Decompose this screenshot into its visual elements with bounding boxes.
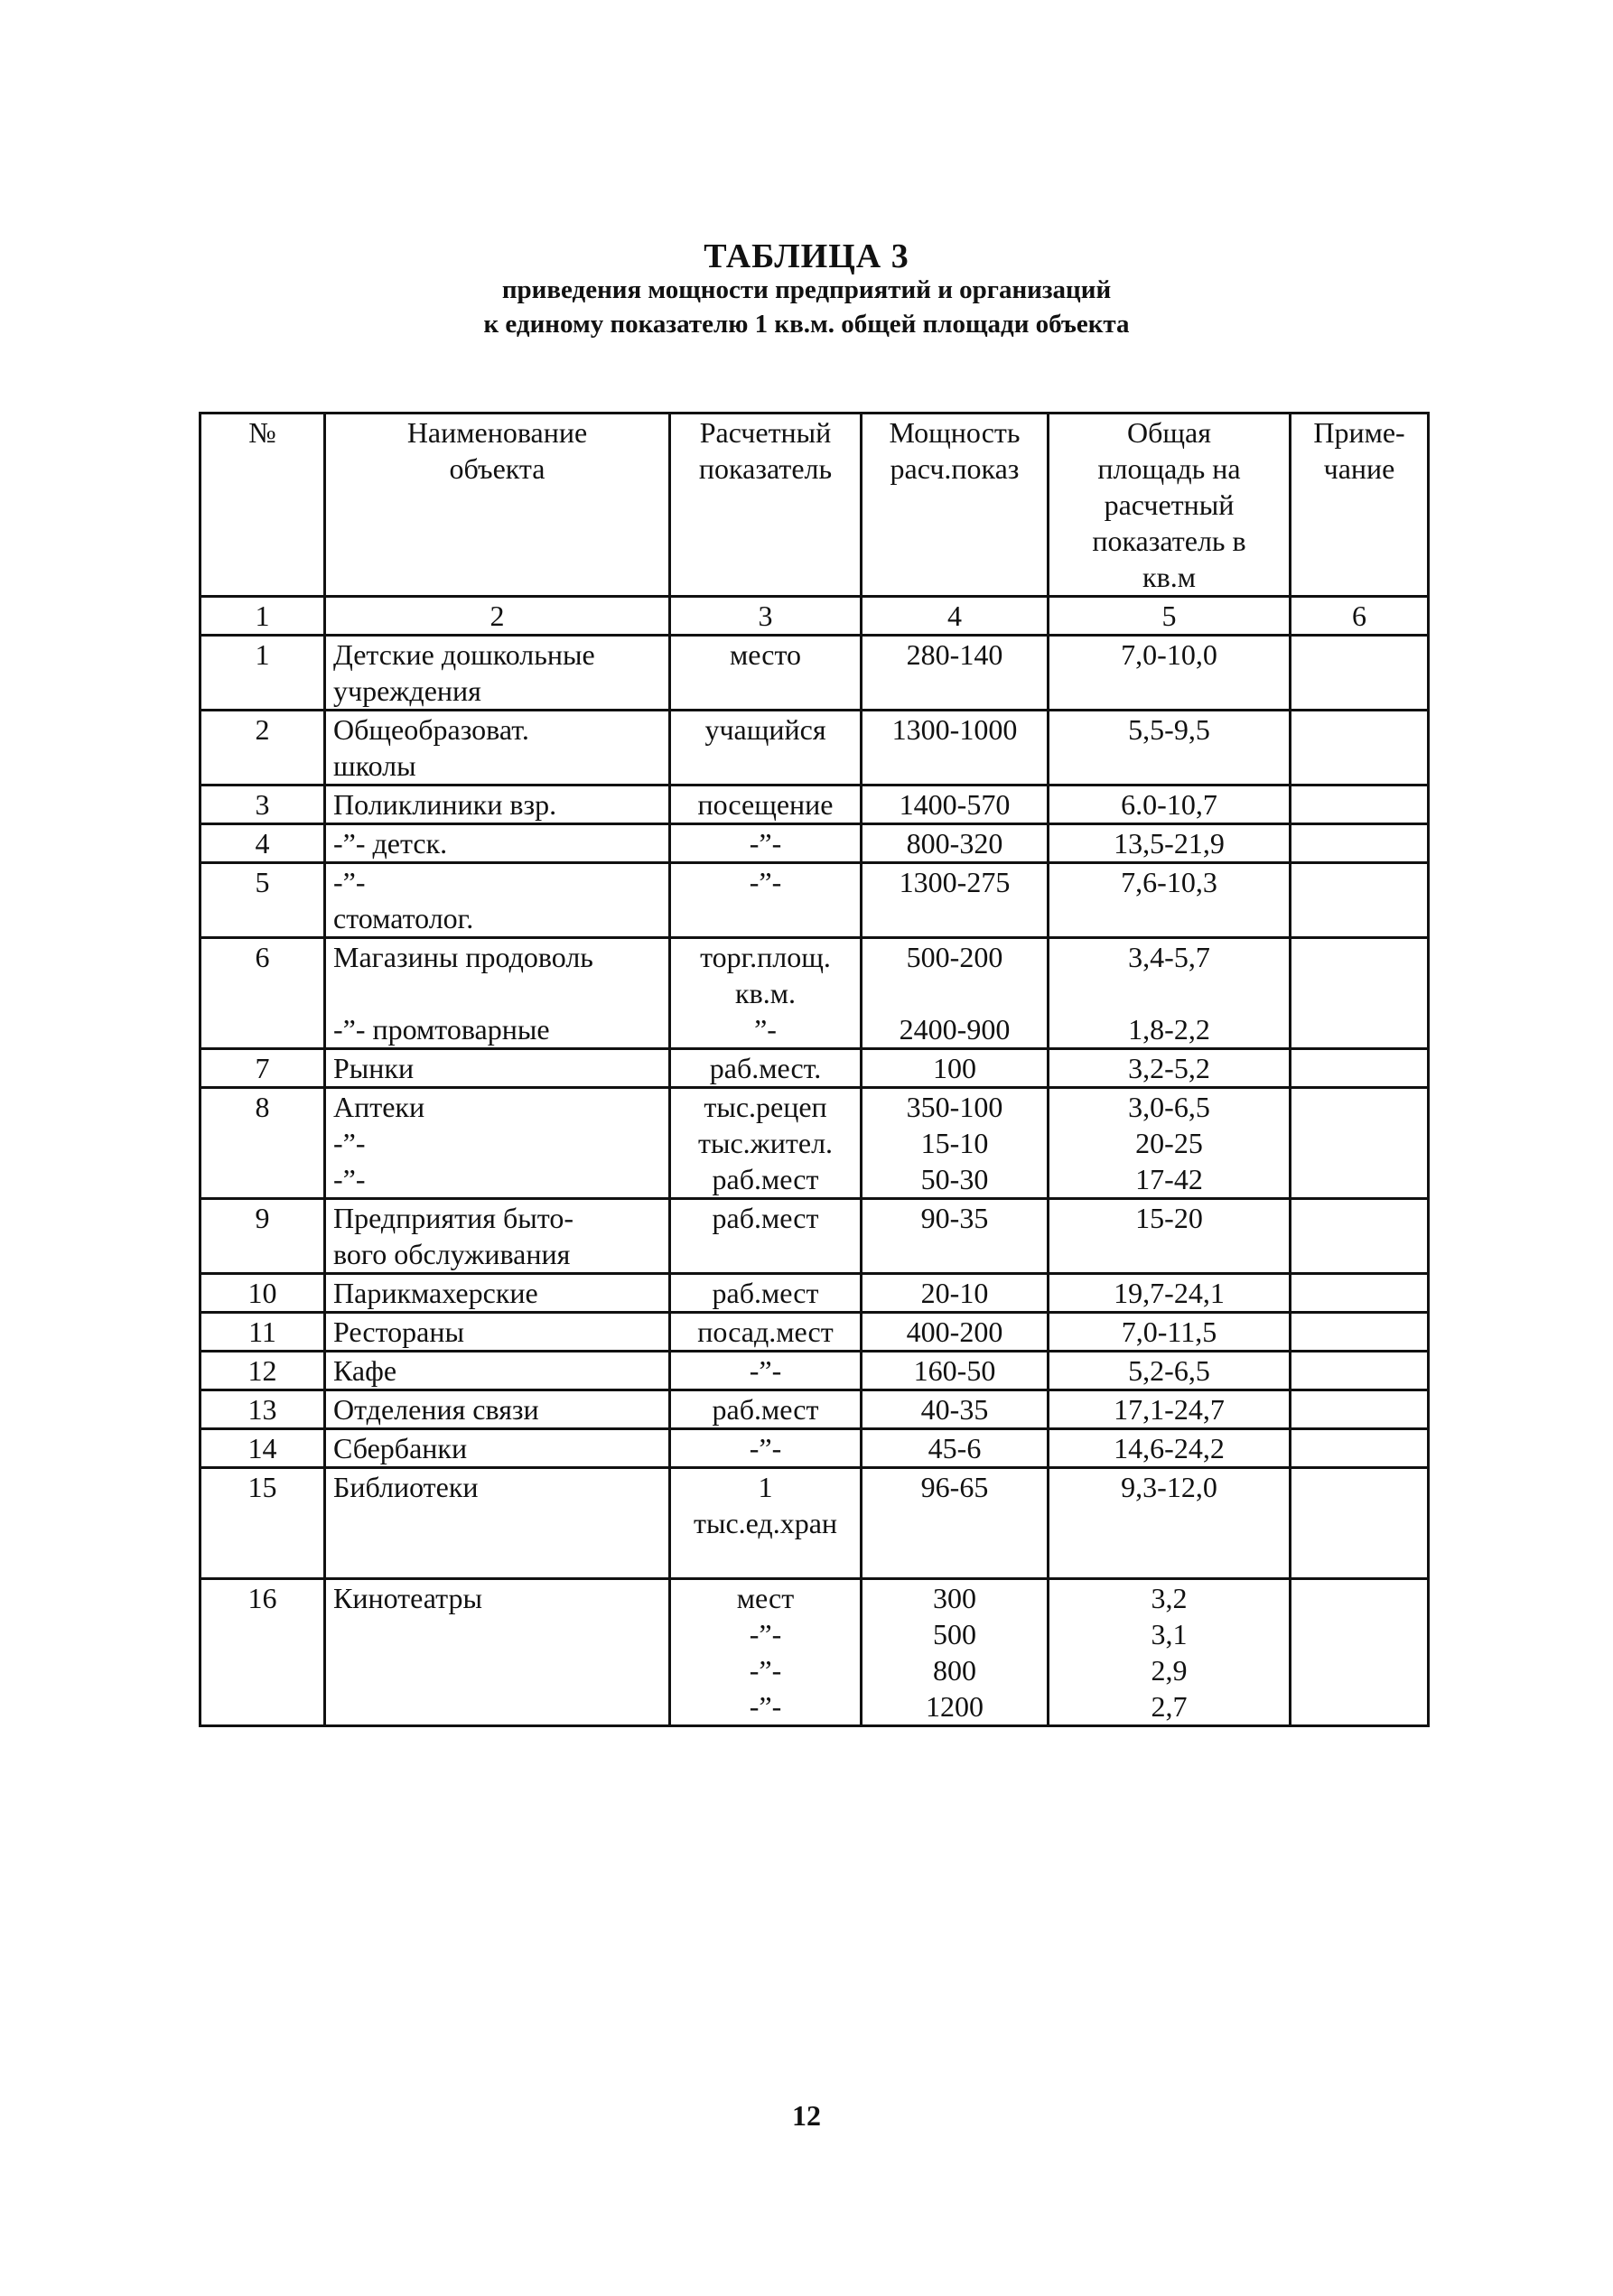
table-row xyxy=(200,785,1429,824)
indicator-cell-line: посещение xyxy=(697,788,834,821)
row-number-cell-text: 10 xyxy=(247,1277,277,1309)
header-area-line: площадь на xyxy=(1097,452,1241,485)
header-area-line: Общая xyxy=(1127,416,1211,449)
indicator-cell xyxy=(670,1049,862,1088)
object-name-cell xyxy=(325,863,670,938)
table-row xyxy=(200,1088,1429,1199)
row-number-cell-text: 8 xyxy=(255,1091,270,1123)
header-capacity xyxy=(862,414,1049,597)
object-name-cell xyxy=(325,1199,670,1274)
capacity-cell-line: 2400-900 xyxy=(899,1013,1011,1046)
area-cell-line: 2,7 xyxy=(1151,1690,1188,1723)
capacity-cell-line: 280-140 xyxy=(906,638,1003,671)
area-cell-line: 3,2 xyxy=(1151,1582,1188,1614)
header-note xyxy=(1291,414,1429,597)
column-number: 4 xyxy=(862,597,1049,636)
capacity-cell-line: 800 xyxy=(933,1654,976,1687)
object-name-cell-line: -”- xyxy=(333,1127,366,1159)
indicator-cell xyxy=(670,636,862,711)
table-row xyxy=(200,1274,1429,1313)
indicator-cell-line: тыс.ед.хран xyxy=(693,1507,838,1539)
area-cell-line: 9,3-12,0 xyxy=(1121,1471,1217,1503)
capacity-cell-line: 160-50 xyxy=(913,1354,996,1387)
capacity-cell-line: 1300-275 xyxy=(899,866,1011,898)
area-cell-line: 6.0-10,7 xyxy=(1121,788,1217,821)
indicator-cell-line: посад.мест xyxy=(697,1315,834,1348)
object-name-cell xyxy=(325,1313,670,1352)
object-name-cell-line: -”- промтоварные xyxy=(333,1013,550,1046)
object-name-cell-line: Библиотеки xyxy=(333,1471,479,1503)
object-name-cell xyxy=(325,1579,670,1726)
capacity-cell-line: 40-35 xyxy=(920,1393,989,1426)
object-name-cell xyxy=(325,938,670,1049)
capacity-cell-line: 500-200 xyxy=(906,941,1003,973)
area-cell-line: 17-42 xyxy=(1135,1163,1203,1195)
area-cell-line: 20-25 xyxy=(1135,1127,1203,1159)
header-no-label: № xyxy=(248,416,276,449)
object-name-cell xyxy=(325,711,670,785)
object-name-cell-line: Предприятия быто- xyxy=(333,1202,573,1234)
capacity-cell xyxy=(862,1468,1049,1579)
capacity-cell-line: 400-200 xyxy=(906,1315,1003,1348)
object-name-cell-line: Парикмахерские xyxy=(333,1277,538,1309)
capacity-cell xyxy=(862,863,1049,938)
note-cell xyxy=(1291,863,1429,938)
indicator-cell-line: учащийся xyxy=(704,713,826,746)
note-cell xyxy=(1291,1313,1429,1352)
object-name-cell xyxy=(325,1429,670,1468)
capacity-cell xyxy=(862,636,1049,711)
capacity-cell-line: 100 xyxy=(933,1052,976,1084)
capacity-cell xyxy=(862,711,1049,785)
area-cell-line: 3,0-6,5 xyxy=(1128,1091,1210,1123)
indicator-cell-line: торг.площ. xyxy=(700,941,831,973)
row-number-cell xyxy=(200,1429,325,1468)
header-note-line: чание xyxy=(1323,452,1395,485)
indicator-cell xyxy=(670,824,862,863)
capacity-cell-line: 800-320 xyxy=(906,827,1003,860)
area-cell xyxy=(1049,1468,1291,1579)
note-cell xyxy=(1291,1579,1429,1726)
capacity-cell xyxy=(862,1352,1049,1390)
indicator-cell-line: тыс.жител. xyxy=(697,1127,834,1159)
row-number-cell xyxy=(200,1313,325,1352)
row-number-cell xyxy=(200,711,325,785)
indicator-cell xyxy=(670,1579,862,1726)
note-cell xyxy=(1291,938,1429,1049)
object-name-cell xyxy=(325,824,670,863)
indicator-cell-line: -”- xyxy=(749,1654,782,1687)
row-number-cell xyxy=(200,1579,325,1726)
object-name-cell-line: Аптеки xyxy=(333,1091,425,1123)
area-cell xyxy=(1049,1088,1291,1199)
indicator-cell-line xyxy=(678,1541,853,1577)
indicator-cell xyxy=(670,1468,862,1579)
note-cell xyxy=(1291,785,1429,824)
area-cell xyxy=(1049,938,1291,1049)
area-cell-line: 2,9 xyxy=(1151,1654,1188,1687)
table-subtitle-line-1: приведения мощности предприятий и организаций xyxy=(501,275,1112,304)
object-name-cell-line: Общеобразоват. xyxy=(333,713,529,746)
capacity-cell xyxy=(862,1579,1049,1726)
table-row xyxy=(200,1579,1429,1726)
object-name-cell xyxy=(325,1049,670,1088)
object-name-cell xyxy=(325,1468,670,1579)
capacity-cell xyxy=(862,1088,1049,1199)
row-number-cell xyxy=(200,1088,325,1199)
table-row xyxy=(200,863,1429,938)
table-row xyxy=(200,711,1429,785)
note-cell xyxy=(1291,711,1429,785)
indicator-cell xyxy=(670,1313,862,1352)
area-cell-line: 3,2-5,2 xyxy=(1128,1052,1210,1084)
capacity-cell-line: 90-35 xyxy=(920,1202,989,1234)
area-cell-line: 19,7-24,1 xyxy=(1114,1277,1225,1309)
header-area-line: расчетный xyxy=(1104,488,1235,521)
indicator-cell xyxy=(670,863,862,938)
table-subtitle-line-2: к единому показателю 1 кв.м. общей площади объекта xyxy=(483,310,1130,339)
indicator-cell xyxy=(670,785,862,824)
object-name-cell-line: Отделения связи xyxy=(333,1393,539,1426)
table-row xyxy=(200,1199,1429,1274)
header-name xyxy=(325,414,670,597)
capacity-cell-line: 1400-570 xyxy=(899,788,1011,821)
capacity-cell-line: 1300-1000 xyxy=(891,713,1018,746)
object-name-cell-line: Сбербанки xyxy=(333,1432,468,1464)
indicator-cell-line: 1 xyxy=(758,1471,773,1503)
object-name-cell xyxy=(325,1352,670,1390)
capacity-cell xyxy=(862,1429,1049,1468)
area-cell xyxy=(1049,1390,1291,1429)
indicator-cell-line: раб.мест xyxy=(712,1202,819,1234)
row-number-cell-text: 15 xyxy=(247,1471,277,1503)
table-row xyxy=(200,1429,1429,1468)
row-number-cell-text: 7 xyxy=(255,1052,270,1084)
area-cell-line: 7,6-10,3 xyxy=(1121,866,1217,898)
row-number-cell-text: 1 xyxy=(255,638,270,671)
note-cell xyxy=(1291,1199,1429,1274)
header-indicator-line: Расчетный xyxy=(699,416,832,449)
row-number-cell xyxy=(200,1199,325,1274)
table-row xyxy=(200,824,1429,863)
header-indicator-line: показатель xyxy=(698,452,833,485)
indicator-cell-line: -”- xyxy=(749,1618,782,1650)
area-cell xyxy=(1049,785,1291,824)
header-area-line: кв.м xyxy=(1142,561,1196,593)
area-cell-line: 17,1-24,7 xyxy=(1114,1393,1225,1426)
row-number-cell xyxy=(200,863,325,938)
column-number: 1 xyxy=(200,597,325,636)
indicator-cell-line: -”- xyxy=(749,1432,782,1464)
capacity-cell-line: 300 xyxy=(933,1582,976,1614)
object-name-cell-line: Рынки xyxy=(333,1052,415,1084)
object-name-cell xyxy=(325,785,670,824)
indicator-cell xyxy=(670,1274,862,1313)
column-number: 5 xyxy=(1049,597,1291,636)
column-number: 2 xyxy=(325,597,670,636)
row-number-cell-text: 13 xyxy=(247,1393,277,1426)
column-number: 6 xyxy=(1291,597,1429,636)
area-cell-line: 3,1 xyxy=(1151,1618,1188,1650)
indicator-cell xyxy=(670,1352,862,1390)
note-cell xyxy=(1291,1352,1429,1390)
row-number-cell xyxy=(200,1390,325,1429)
indicator-cell-line: мест xyxy=(736,1582,795,1614)
object-name-cell-line: учреждения xyxy=(333,674,481,707)
object-name-cell-line: Рестораны xyxy=(333,1315,464,1348)
row-number-cell-text: 11 xyxy=(248,1315,276,1348)
row-number-cell-text: 4 xyxy=(255,827,270,860)
area-cell xyxy=(1049,1313,1291,1352)
table-title: ТАБЛИЦА 3 xyxy=(704,237,909,275)
table-body xyxy=(200,414,1429,1726)
capacity-cell xyxy=(862,1390,1049,1429)
object-name-cell-line: Поликлиники взр. xyxy=(333,788,557,821)
row-number-cell xyxy=(200,785,325,824)
object-name-cell-line: Кинотеатры xyxy=(333,1582,482,1614)
page-number: 12 xyxy=(792,2099,821,2132)
indicator-cell-line: кв.м. xyxy=(735,977,796,1009)
area-cell-line: 7,0-11,5 xyxy=(1121,1315,1217,1348)
area-cell xyxy=(1049,636,1291,711)
header-name-line: объекта xyxy=(449,452,545,485)
object-name-cell-line xyxy=(333,975,661,1011)
indicator-cell-line: раб.мест. xyxy=(709,1052,822,1084)
indicator-cell xyxy=(670,1429,862,1468)
header-no xyxy=(200,414,325,597)
table-row xyxy=(200,1390,1429,1429)
object-name-cell-line: Детские дошкольные xyxy=(333,638,595,671)
area-cell xyxy=(1049,711,1291,785)
object-name-cell xyxy=(325,1088,670,1199)
row-number-cell xyxy=(200,1352,325,1390)
indicator-cell xyxy=(670,1088,862,1199)
indicator-cell xyxy=(670,1390,862,1429)
indicator-cell-line: раб.мест xyxy=(712,1393,819,1426)
header-capacity-line: Мощность xyxy=(889,416,1021,449)
object-name-cell-line: Кафе xyxy=(333,1354,397,1387)
capacity-cell-line xyxy=(870,975,1040,1011)
data-table xyxy=(199,412,1430,1727)
capacity-cell-line: 500 xyxy=(933,1618,976,1650)
area-cell xyxy=(1049,1352,1291,1390)
indicator-cell-line: раб.мест xyxy=(712,1277,819,1309)
table-row xyxy=(200,938,1429,1049)
indicator-cell-line: ”- xyxy=(754,1013,777,1046)
area-cell xyxy=(1049,1049,1291,1088)
row-number-cell-text: 16 xyxy=(247,1582,277,1614)
column-number: 3 xyxy=(670,597,862,636)
note-cell xyxy=(1291,1088,1429,1199)
object-name-cell-line: вого обслуживания xyxy=(333,1238,571,1270)
table-row xyxy=(200,1049,1429,1088)
indicator-cell-line: тыс.рецеп xyxy=(704,1091,827,1123)
capacity-cell-line: 20-10 xyxy=(920,1277,989,1309)
area-cell-line: 7,0-10,0 xyxy=(1121,638,1217,671)
indicator-cell-line: -”- xyxy=(749,1690,782,1723)
object-name-cell xyxy=(325,1390,670,1429)
row-number-cell-text: 6 xyxy=(255,941,270,973)
header-indicator xyxy=(670,414,862,597)
indicator-cell-line: -”- xyxy=(749,866,782,898)
row-number-cell-text: 14 xyxy=(247,1432,277,1464)
table-row xyxy=(200,1313,1429,1352)
capacity-cell-line: 45-6 xyxy=(928,1432,982,1464)
area-cell-line: 13,5-21,9 xyxy=(1114,827,1225,860)
object-name-cell-line: -”- xyxy=(333,866,366,898)
capacity-cell xyxy=(862,1049,1049,1088)
area-cell-line: 5,5-9,5 xyxy=(1128,713,1210,746)
area-cell xyxy=(1049,863,1291,938)
note-cell xyxy=(1291,1429,1429,1468)
row-number-cell xyxy=(200,1274,325,1313)
capacity-cell xyxy=(862,1313,1049,1352)
capacity-cell xyxy=(862,824,1049,863)
header-area xyxy=(1049,414,1291,597)
capacity-cell-line: 15-10 xyxy=(920,1127,989,1159)
row-number-cell-text: 3 xyxy=(255,788,270,821)
indicator-cell xyxy=(670,1199,862,1274)
indicator-cell xyxy=(670,711,862,785)
row-number-cell-text: 12 xyxy=(247,1354,277,1387)
capacity-cell xyxy=(862,938,1049,1049)
capacity-cell-line: 96-65 xyxy=(920,1471,989,1503)
area-cell xyxy=(1049,1429,1291,1468)
note-cell xyxy=(1291,636,1429,711)
column-number-row xyxy=(200,597,1429,636)
area-cell xyxy=(1049,1274,1291,1313)
capacity-cell-line: 350-100 xyxy=(906,1091,1003,1123)
area-cell-line: 1,8-2,2 xyxy=(1128,1013,1210,1046)
object-name-cell-line: -”- детск. xyxy=(333,827,448,860)
header-name-line: Наименование xyxy=(406,416,588,449)
table-row xyxy=(200,1468,1429,1579)
row-number-cell xyxy=(200,1049,325,1088)
object-name-cell xyxy=(325,1274,670,1313)
area-cell-line: 5,2-6,5 xyxy=(1128,1354,1210,1387)
object-name-cell-line: стоматолог. xyxy=(333,902,474,934)
indicator-cell-line: раб.мест xyxy=(712,1163,819,1195)
object-name-cell-line: -”- xyxy=(333,1163,366,1195)
area-cell-line: 14,6-24,2 xyxy=(1114,1432,1225,1464)
note-cell xyxy=(1291,1390,1429,1429)
note-cell xyxy=(1291,1274,1429,1313)
object-name-cell xyxy=(325,636,670,711)
row-number-cell xyxy=(200,636,325,711)
table-header-row xyxy=(200,414,1429,597)
note-cell xyxy=(1291,1468,1429,1579)
table-row xyxy=(200,1352,1429,1390)
area-cell xyxy=(1049,1199,1291,1274)
row-number-cell xyxy=(200,938,325,1049)
object-name-cell-line: школы xyxy=(333,749,416,782)
row-number-cell-text: 5 xyxy=(255,866,270,898)
indicator-cell-line: -”- xyxy=(749,827,782,860)
area-cell-line xyxy=(1057,975,1282,1011)
row-number-cell xyxy=(200,1468,325,1579)
area-cell-line: 15-20 xyxy=(1135,1202,1203,1234)
area-cell-line: 3,4-5,7 xyxy=(1128,941,1210,973)
row-number-cell-text: 2 xyxy=(255,713,270,746)
capacity-cell-line: 50-30 xyxy=(920,1163,989,1195)
header-capacity-line: расч.показ xyxy=(890,452,1020,485)
indicator-cell-line: место xyxy=(729,638,801,671)
area-cell xyxy=(1049,1579,1291,1726)
capacity-cell-line: 1200 xyxy=(926,1690,984,1723)
indicator-cell xyxy=(670,938,862,1049)
note-cell xyxy=(1291,824,1429,863)
capacity-cell xyxy=(862,1274,1049,1313)
capacity-cell xyxy=(862,1199,1049,1274)
header-note-line: Приме- xyxy=(1313,416,1405,449)
object-name-cell-line: Магазины продоволь xyxy=(333,941,593,973)
area-cell xyxy=(1049,824,1291,863)
header-area-line: показатель в xyxy=(1092,525,1246,557)
note-cell xyxy=(1291,1049,1429,1088)
indicator-cell-line: -”- xyxy=(749,1354,782,1387)
row-number-cell-text: 9 xyxy=(255,1202,270,1234)
table-row xyxy=(200,636,1429,711)
row-number-cell xyxy=(200,824,325,863)
capacity-cell xyxy=(862,785,1049,824)
